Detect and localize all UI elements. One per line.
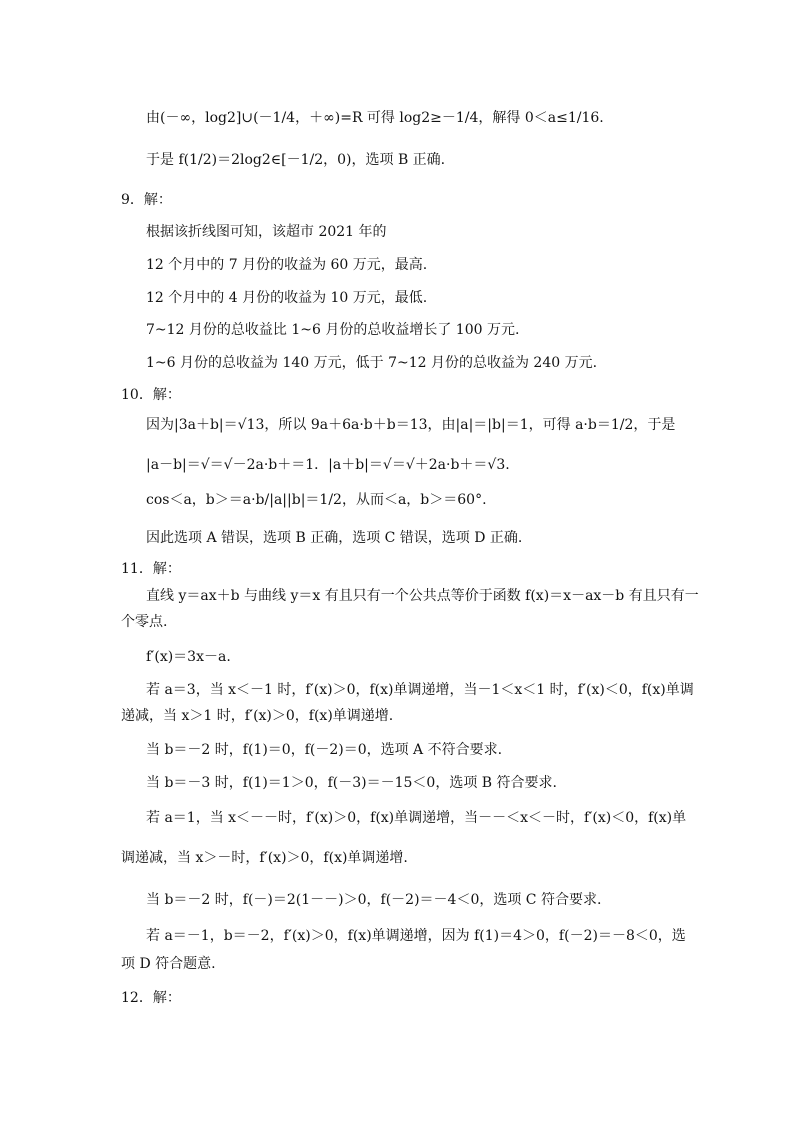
text-line-l19: 当 b＝－2 时，f(1)＝0，f(－2)＝0，选项 A 不符合要求. — [146, 742, 503, 758]
text-line-l21: 若 a＝1，当 x＜－－时，f′(x)＞0，f(x)单调递增，当－－＜x＜－时，f′(x)＜0，f(x)单 — [146, 810, 687, 826]
text-line-l20: 当 b＝－3 时，f(1)＝1＞0，f(－3)＝－15＜0，选项 B 符合要求. — [146, 775, 557, 791]
text-line-l1: 于是 f(1/2)＝2log2∈[－1/2，0)，选项 B 正确. — [146, 152, 446, 168]
text-line-l25: 项 D 符合题意. — [121, 956, 216, 972]
text-line-l0: 由(－∞，log2]∪(－1/4，＋∞)=R 可得 log2≥－1/4，解得 0＜a≤1/16. — [146, 110, 604, 126]
text-line-l4: 12 个月中的 7 月份的收益为 60 万元，最高. — [146, 257, 428, 273]
text-line-l14: 直线 y＝ax＋b 与曲线 y＝x 有且只有一个公共点等价于函数 f(x)＝x－ax－b 有且只有一 — [146, 588, 699, 604]
text-line-l8: 10．解： — [121, 387, 181, 403]
text-line-l26: 12．解： — [121, 990, 181, 1006]
text-line-l24: 若 a＝－1，b＝－2，f′(x)＞0，f(x)单调递增，因为 f(1)＝4＞0，f(－2)＝－8＜0，选 — [146, 928, 686, 944]
text-line-l12: 因此选项 A 错误，选项 B 正确，选项 C 错误，选项 D 正确. — [146, 530, 523, 546]
text-line-l6: 7~12 月份的总收益比 1~6 月份的总收益增长了 100 万元. — [146, 322, 520, 338]
text-line-l16: f′(x)＝3x－a. — [146, 649, 231, 665]
text-line-l15: 个零点. — [121, 614, 168, 630]
text-line-l9: 因为|3a＋b|＝√13，所以 9a＋6a·b＋b＝13，由|a|＝|b|＝1，可得 a·b＝1/2，于是 — [146, 417, 676, 433]
text-line-l17: 若 a＝3，当 x＜－1 时，f′(x)＞0，f(x)单调递增，当－1＜x＜1 时，f′(x)＜0，f(x)单调 — [146, 682, 694, 698]
text-line-l22: 调递减，当 x＞－时，f′(x)＞0，f(x)单调递增. — [121, 850, 408, 866]
text-line-l11: cos＜a，b＞＝a·b/|a||b|＝1/2，从而＜a，b＞＝60°. — [146, 492, 487, 508]
text-line-l5: 12 个月中的 4 月份的收益为 10 万元，最低. — [146, 290, 428, 306]
text-line-l13: 11．解： — [121, 561, 181, 577]
text-line-l7: 1~6 月份的总收益为 140 万元，低于 7~12 月份的总收益为 240 万元. — [146, 355, 598, 371]
text-line-l18: 递减，当 x＞1 时，f′(x)＞0，f(x)单调递增. — [121, 708, 394, 724]
text-line-l23: 当 b＝－2 时，f(－)＝2(1－－)＞0，f(－2)＝－4＜0，选项 C 符合要求. — [146, 892, 602, 908]
text-line-l3: 根据该折线图可知，该超市 2021 年的 — [146, 224, 387, 240]
text-line-l10: |a－b|＝√＝√－2a·b＋＝1．|a＋b|＝√＝√＋2a·b＋＝√3. — [146, 457, 510, 473]
text-line-l2: 9．解： — [121, 192, 172, 208]
